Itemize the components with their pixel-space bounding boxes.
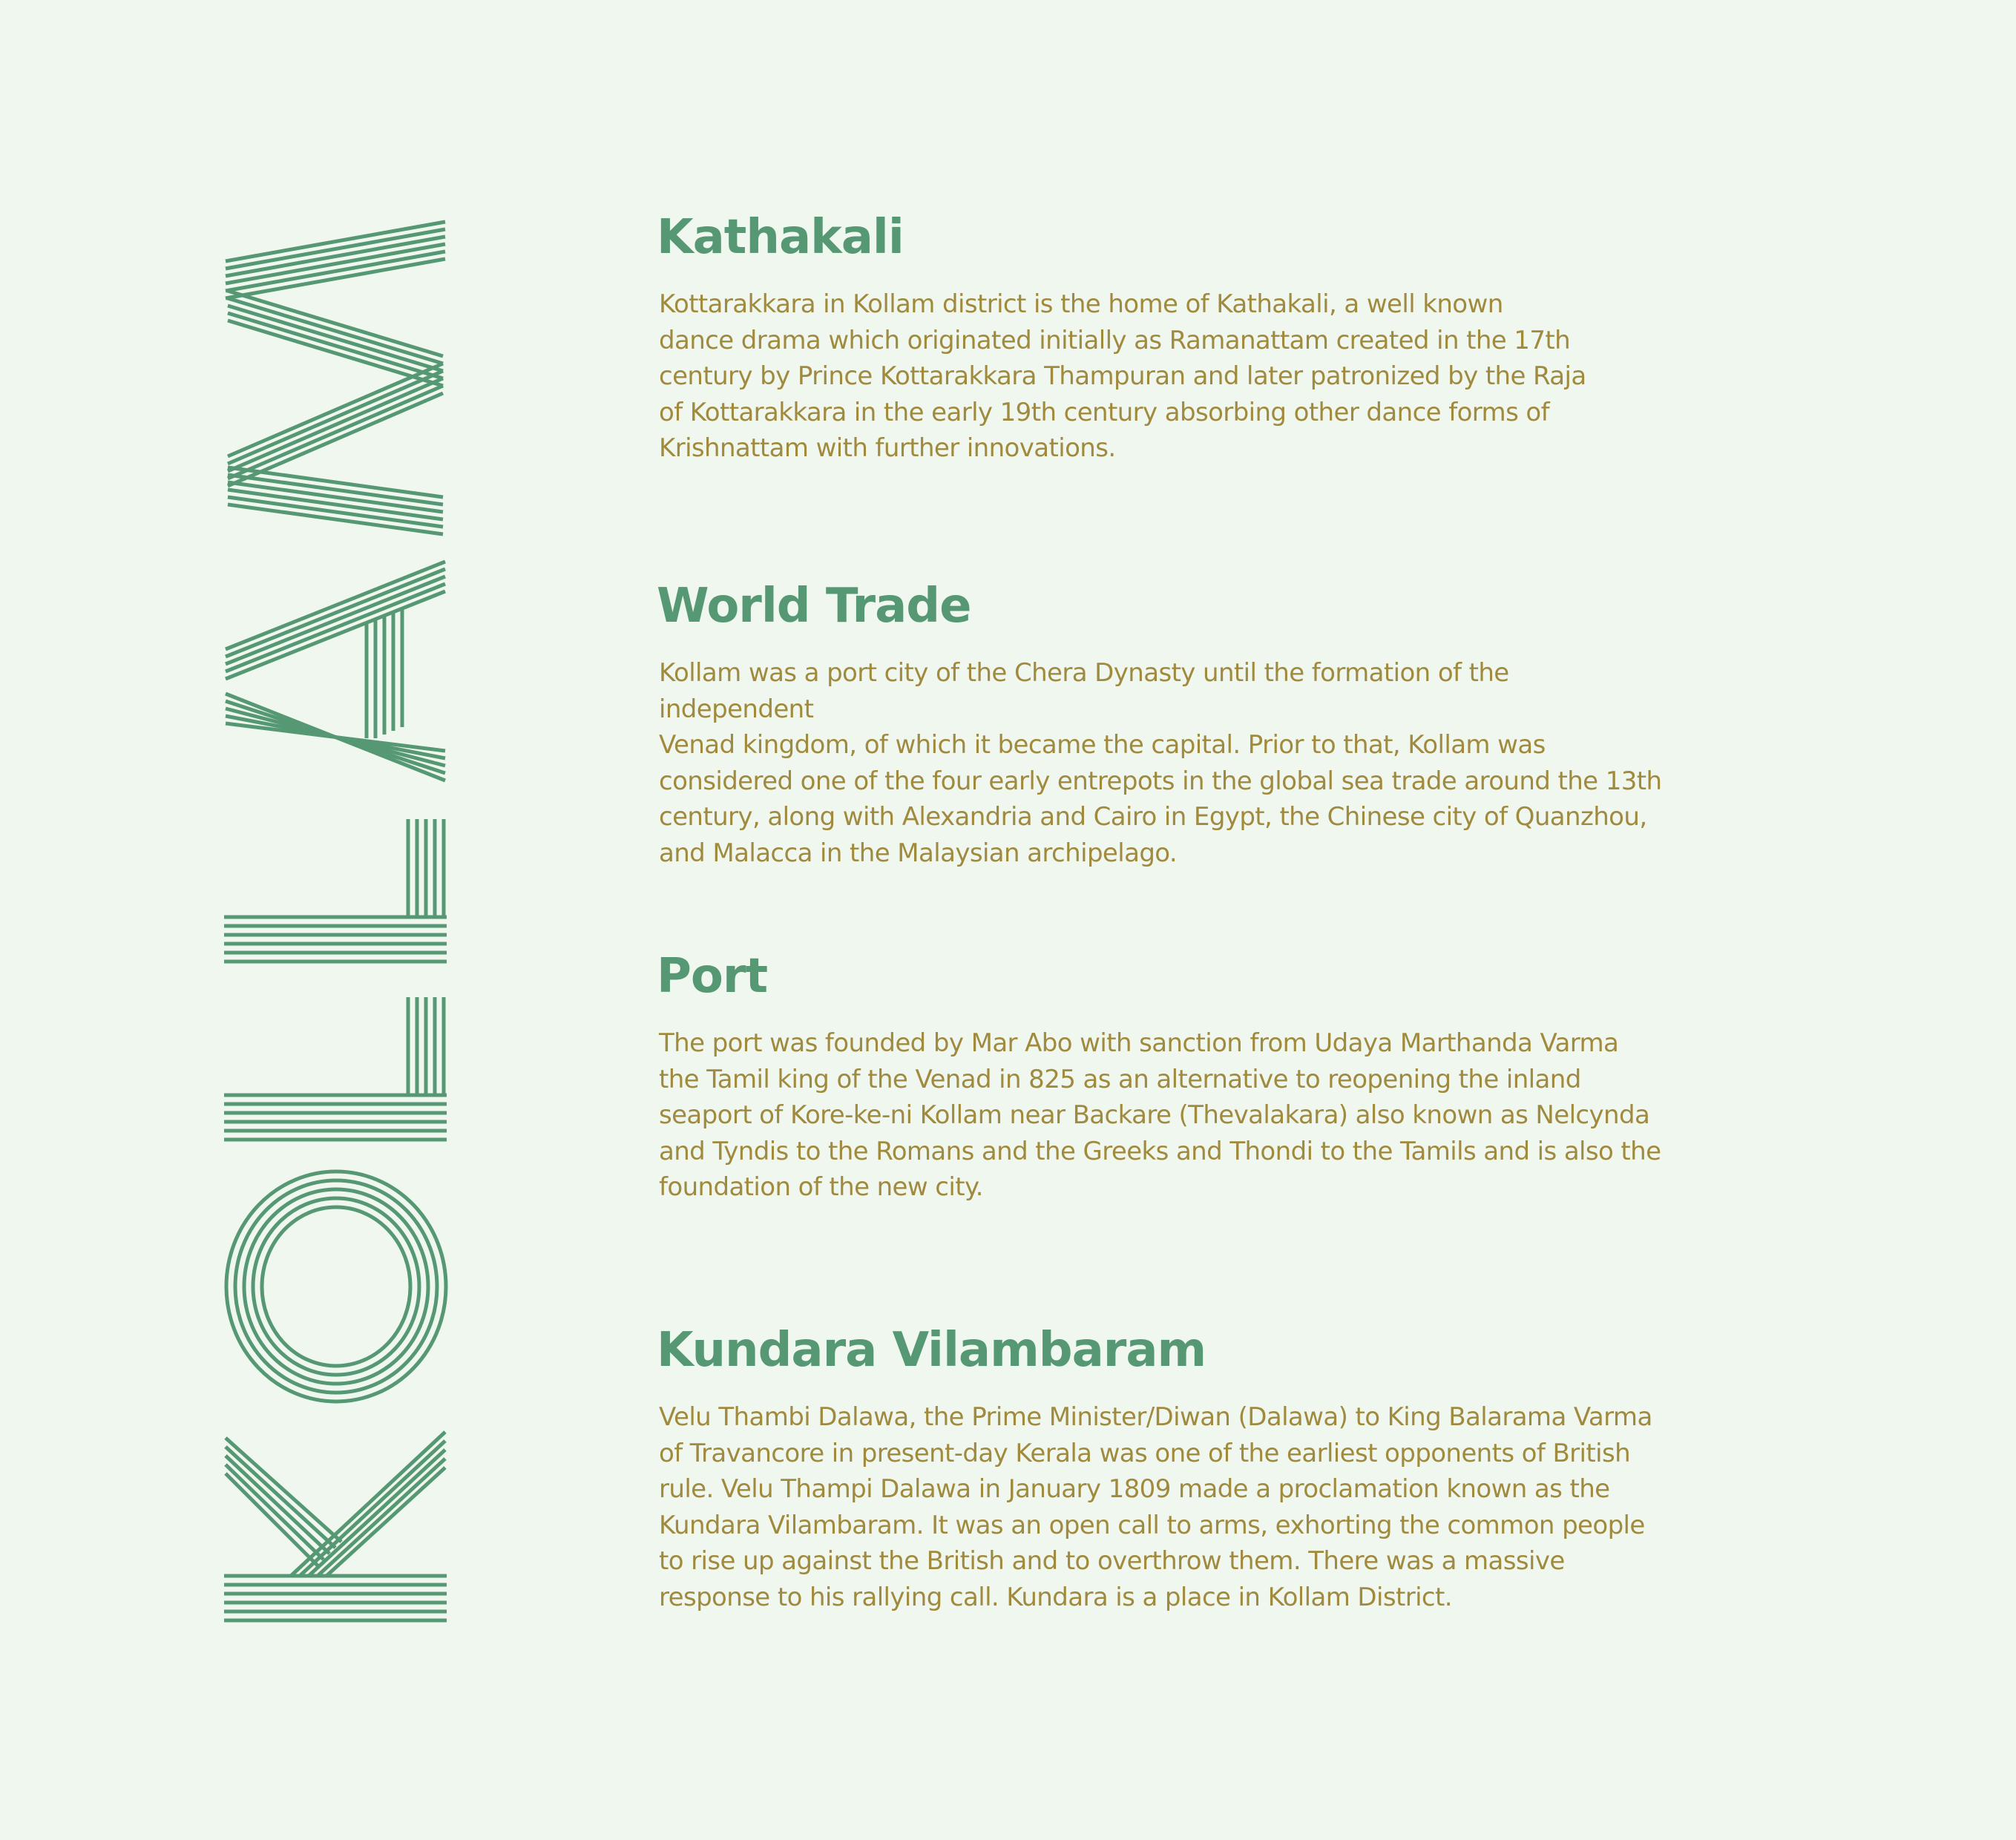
logo-letter-l-lower bbox=[224, 997, 447, 1140]
section-heading: Kundara Vilambaram bbox=[657, 1323, 1206, 1378]
logo-letter-l-upper bbox=[224, 819, 447, 962]
section-kundara-vilambaram bbox=[657, 1321, 1666, 1616]
kollam-vertical-logo bbox=[223, 215, 453, 1625]
section-world-trade bbox=[657, 576, 1666, 872]
logo-letter-a bbox=[226, 562, 445, 781]
section-heading: Port bbox=[657, 949, 768, 1004]
logo-letter-o bbox=[226, 1172, 446, 1402]
section-body: Kollam was a port city of the Chera Dynasty until the formation of the independent Venad kingdom, of which it became the capital. Prior to that, Kollam was considered one of the four early entrepots in the global sea trade around the 13th century, along with Alexandria and Cairo in Egypt, the Chinese city of Quanzhou, and Malacca in the Malaysian archipelago. bbox=[659, 658, 1662, 868]
section-kathakali bbox=[657, 208, 1666, 467]
section-port bbox=[657, 947, 1666, 1206]
section-heading: Kathakali bbox=[657, 210, 904, 265]
logo-letter-k bbox=[224, 1432, 447, 1620]
kollam-logo-graphic bbox=[223, 215, 453, 1625]
section-body: Kottarakkara in Kollam district is the home of Kathakali, a well known dance drama which originated initially as Ramanattam created in the 17th century by Prince Kottarakkara Thampuran and later patronized by the Raja of Kottarakkara in the early 19th century absorbing other dance forms of Krishnattam with further innovations. bbox=[659, 289, 1586, 464]
logo-letter-m bbox=[226, 222, 445, 534]
section-body: Velu Thambi Dalawa, the Prime Minister/Diwan (Dalawa) to King Balarama Varma of Travancore in present-day Kerala was one of the earliest opponents of British rule. Velu Thampi Dalawa in January 1809 made a proclamation known as the Kundara Vilambaram. It was an open call to arms, exhorting the common people to rise up against the British and to overthrow them. There was a massive response to his rallying call. Kundara is a place in Kollam District. bbox=[659, 1402, 1652, 1612]
section-heading: World Trade bbox=[657, 579, 971, 634]
section-body: The port was founded by Mar Abo with sanction from Udaya Marthanda Varma the Tamil king of the Venad in 825 as an alternative to reopening the inland seaport of Kore-ke-ni Kollam near Backare (Thevalakara) also known as Nelcynda and Tyndis to the Romans and the Greeks and Thondi to the Tamils and is also the foundation of the new city. bbox=[659, 1028, 1661, 1203]
